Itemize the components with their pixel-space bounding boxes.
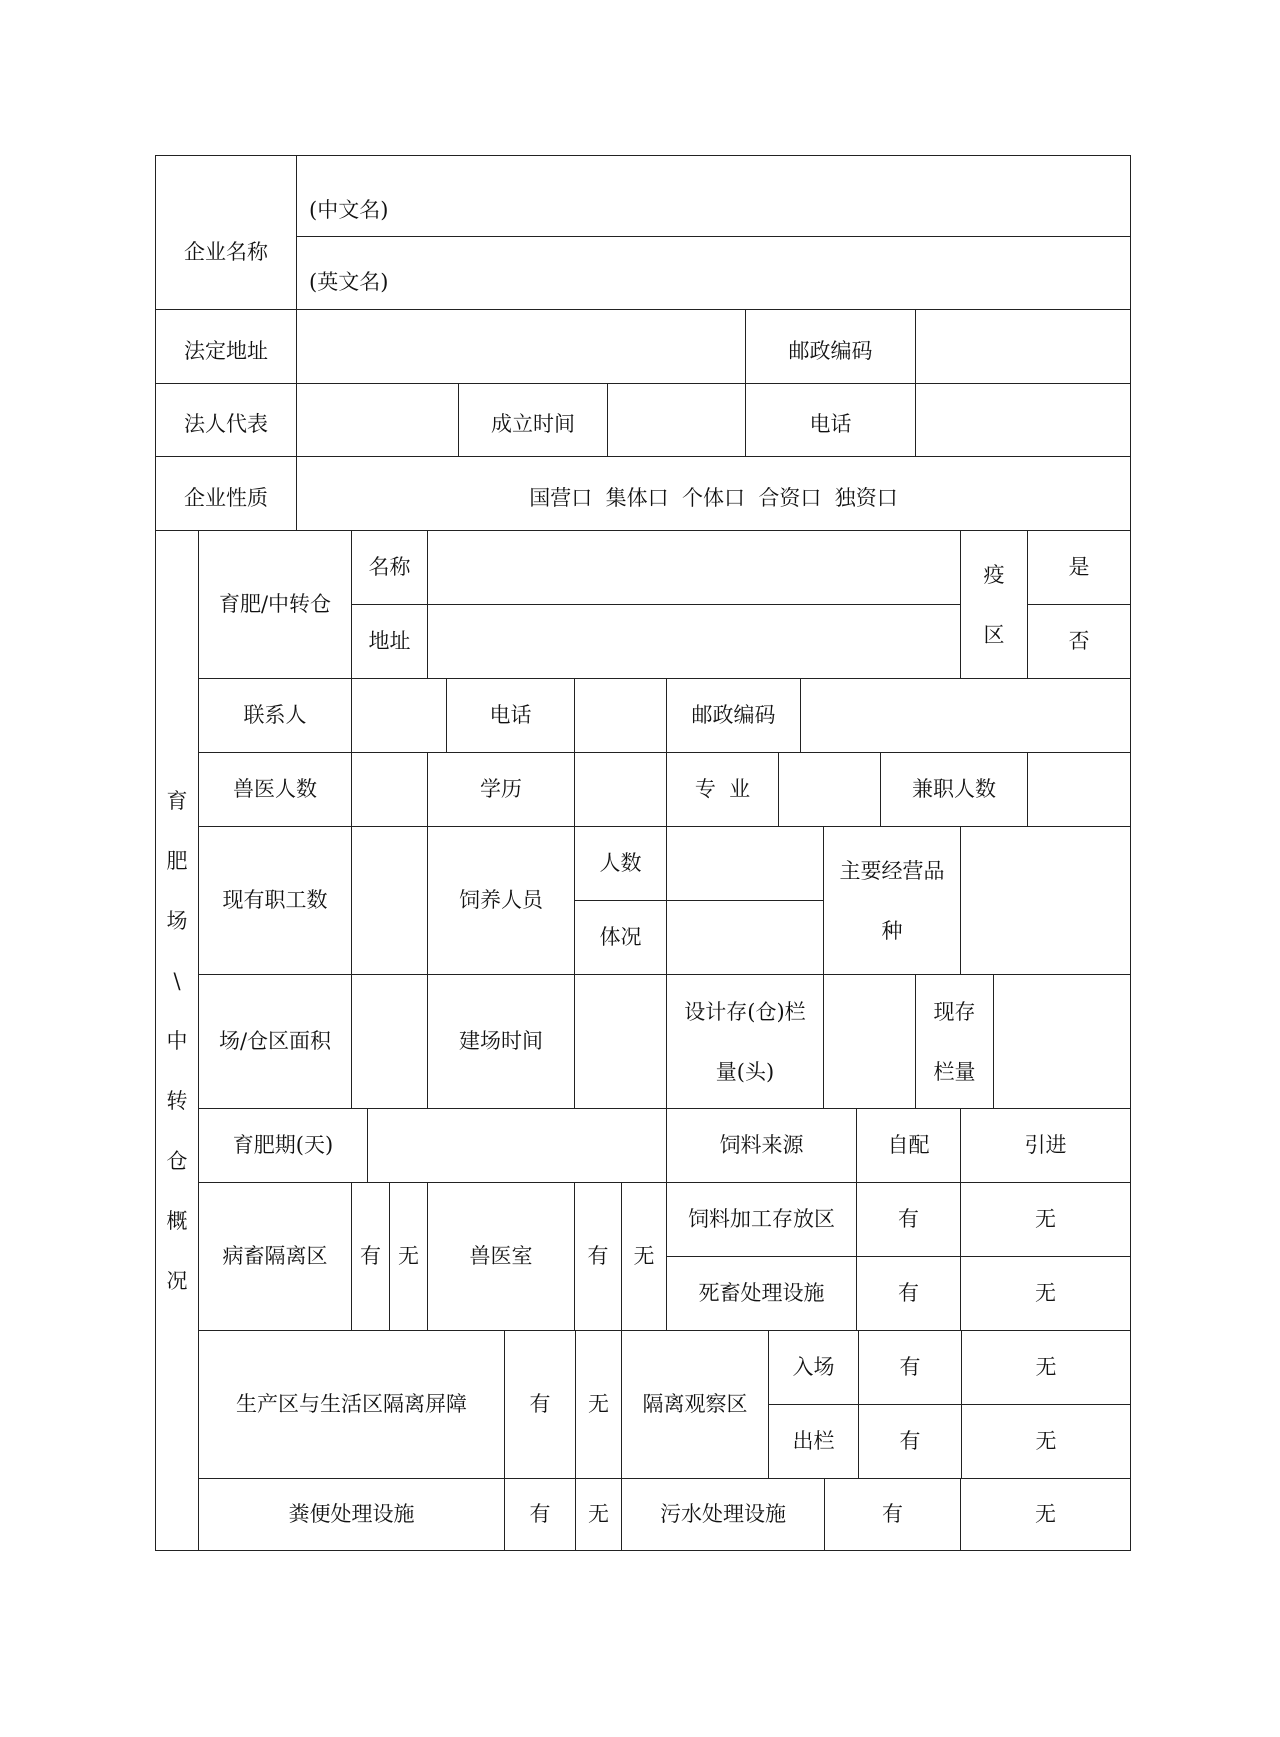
- entry-none[interactable]: 无: [961, 1330, 1131, 1405]
- current-stock-field[interactable]: [993, 974, 1131, 1109]
- parttime-label: 兼职人数: [880, 752, 1028, 827]
- main-varieties-field[interactable]: [960, 826, 1131, 975]
- dead-disposal-none[interactable]: 无: [960, 1256, 1131, 1331]
- contact-field[interactable]: [351, 678, 447, 753]
- epidemic-no-option[interactable]: 否: [1027, 604, 1131, 679]
- vet-count-label: 兽医人数: [198, 752, 352, 827]
- vet-room-none[interactable]: 无: [621, 1182, 667, 1331]
- manure-none[interactable]: 无: [575, 1478, 622, 1551]
- entry-label: 入场: [768, 1330, 859, 1405]
- epidemic-zone-label: 疫 区: [960, 530, 1028, 679]
- established-field[interactable]: [607, 383, 746, 457]
- barrier-have[interactable]: 有: [504, 1330, 576, 1479]
- farm-phone-label: 电话: [446, 678, 575, 753]
- entry-have[interactable]: 有: [858, 1330, 962, 1405]
- major-label: 专 业: [666, 752, 779, 827]
- main-varieties-label: 主要经营品 种: [823, 826, 961, 975]
- phone-label: 电话: [745, 383, 916, 457]
- vet-room-label: 兽医室: [427, 1182, 575, 1331]
- legal-rep-label: 法人代表: [155, 383, 297, 457]
- headcount-field[interactable]: [666, 826, 824, 901]
- area-label: 场/仓区面积: [198, 974, 352, 1109]
- barrier-none[interactable]: 无: [575, 1330, 622, 1479]
- nature-options[interactable]: 国营口 集体口 个体口 合资口 独资口: [296, 456, 1131, 531]
- sick-isolation-none[interactable]: 无: [389, 1182, 428, 1331]
- vet-count-field[interactable]: [351, 752, 428, 827]
- exit-label: 出栏: [768, 1404, 859, 1479]
- fattening-days-label: 育肥期(天): [198, 1108, 368, 1183]
- feed-storage-none[interactable]: 无: [960, 1182, 1131, 1257]
- postal-code-field[interactable]: [915, 309, 1131, 384]
- exit-none[interactable]: 无: [961, 1404, 1131, 1479]
- design-capacity-field[interactable]: [823, 974, 916, 1109]
- education-label: 学历: [427, 752, 575, 827]
- headcount-label: 人数: [574, 826, 667, 901]
- feed-storage-label: 饲料加工存放区: [666, 1182, 857, 1257]
- company-cn-name-field[interactable]: (中文名): [296, 155, 1131, 237]
- legal-address-label: 法定地址: [155, 309, 297, 384]
- farm-postal-label: 邮政编码: [666, 678, 801, 753]
- postal-code-label: 邮政编码: [745, 309, 916, 384]
- manure-label: 粪便处理设施: [198, 1478, 505, 1551]
- self-mix-option[interactable]: 自配: [856, 1108, 961, 1183]
- staff-count-label: 现有职工数: [198, 826, 352, 975]
- farm-address-field[interactable]: [427, 604, 961, 679]
- farm-address-label: 地址: [351, 604, 428, 679]
- epidemic-yes-option[interactable]: 是: [1027, 530, 1131, 605]
- health-field[interactable]: [666, 900, 824, 975]
- sewage-label: 污水处理设施: [621, 1478, 825, 1551]
- imported-option[interactable]: 引进: [960, 1108, 1131, 1183]
- phone-field[interactable]: [915, 383, 1131, 457]
- established-label: 成立时间: [458, 383, 608, 457]
- feed-storage-have[interactable]: 有: [856, 1182, 961, 1257]
- vet-room-have[interactable]: 有: [574, 1182, 622, 1331]
- company-name-label: 企业名称: [155, 155, 297, 310]
- farm-phone-field[interactable]: [574, 678, 667, 753]
- feed-source-label: 饲料来源: [666, 1108, 857, 1183]
- build-time-field[interactable]: [574, 974, 667, 1109]
- fattening-days-field[interactable]: [367, 1108, 667, 1183]
- build-time-label: 建场时间: [427, 974, 575, 1109]
- legal-rep-field[interactable]: [296, 383, 459, 457]
- feeder-label: 饲养人员: [427, 826, 575, 975]
- exit-have[interactable]: 有: [858, 1404, 962, 1479]
- major-field[interactable]: [778, 752, 881, 827]
- farm-name-field[interactable]: [427, 530, 961, 605]
- company-en-name-field[interactable]: (英文名): [296, 236, 1131, 310]
- dead-disposal-have[interactable]: 有: [856, 1256, 961, 1331]
- staff-count-field[interactable]: [351, 826, 428, 975]
- sewage-have[interactable]: 有: [824, 1478, 961, 1551]
- area-field[interactable]: [351, 974, 428, 1109]
- nature-label: 企业性质: [155, 456, 297, 531]
- sick-isolation-label: 病畜隔离区: [198, 1182, 352, 1331]
- contact-label: 联系人: [198, 678, 352, 753]
- design-capacity-label: 设计存(仓)栏 量(头): [666, 974, 824, 1109]
- farm-section-title: 育 肥 场 \ 中 转 仓 概 况: [155, 530, 199, 1551]
- barrier-label: 生产区与生活区隔离屏障: [198, 1330, 505, 1479]
- farm-postal-field[interactable]: [800, 678, 1131, 753]
- fattening-label: 育肥/中转仓: [198, 530, 352, 679]
- parttime-field[interactable]: [1027, 752, 1131, 827]
- education-field[interactable]: [574, 752, 667, 827]
- current-stock-label: 现存 栏量: [915, 974, 994, 1109]
- health-label: 体况: [574, 900, 667, 975]
- sewage-none[interactable]: 无: [960, 1478, 1131, 1551]
- manure-have[interactable]: 有: [504, 1478, 576, 1551]
- observation-label: 隔离观察区: [621, 1330, 769, 1479]
- dead-disposal-label: 死畜处理设施: [666, 1256, 857, 1331]
- sick-isolation-have[interactable]: 有: [351, 1182, 390, 1331]
- legal-address-field[interactable]: [296, 309, 746, 384]
- farm-name-label: 名称: [351, 530, 428, 605]
